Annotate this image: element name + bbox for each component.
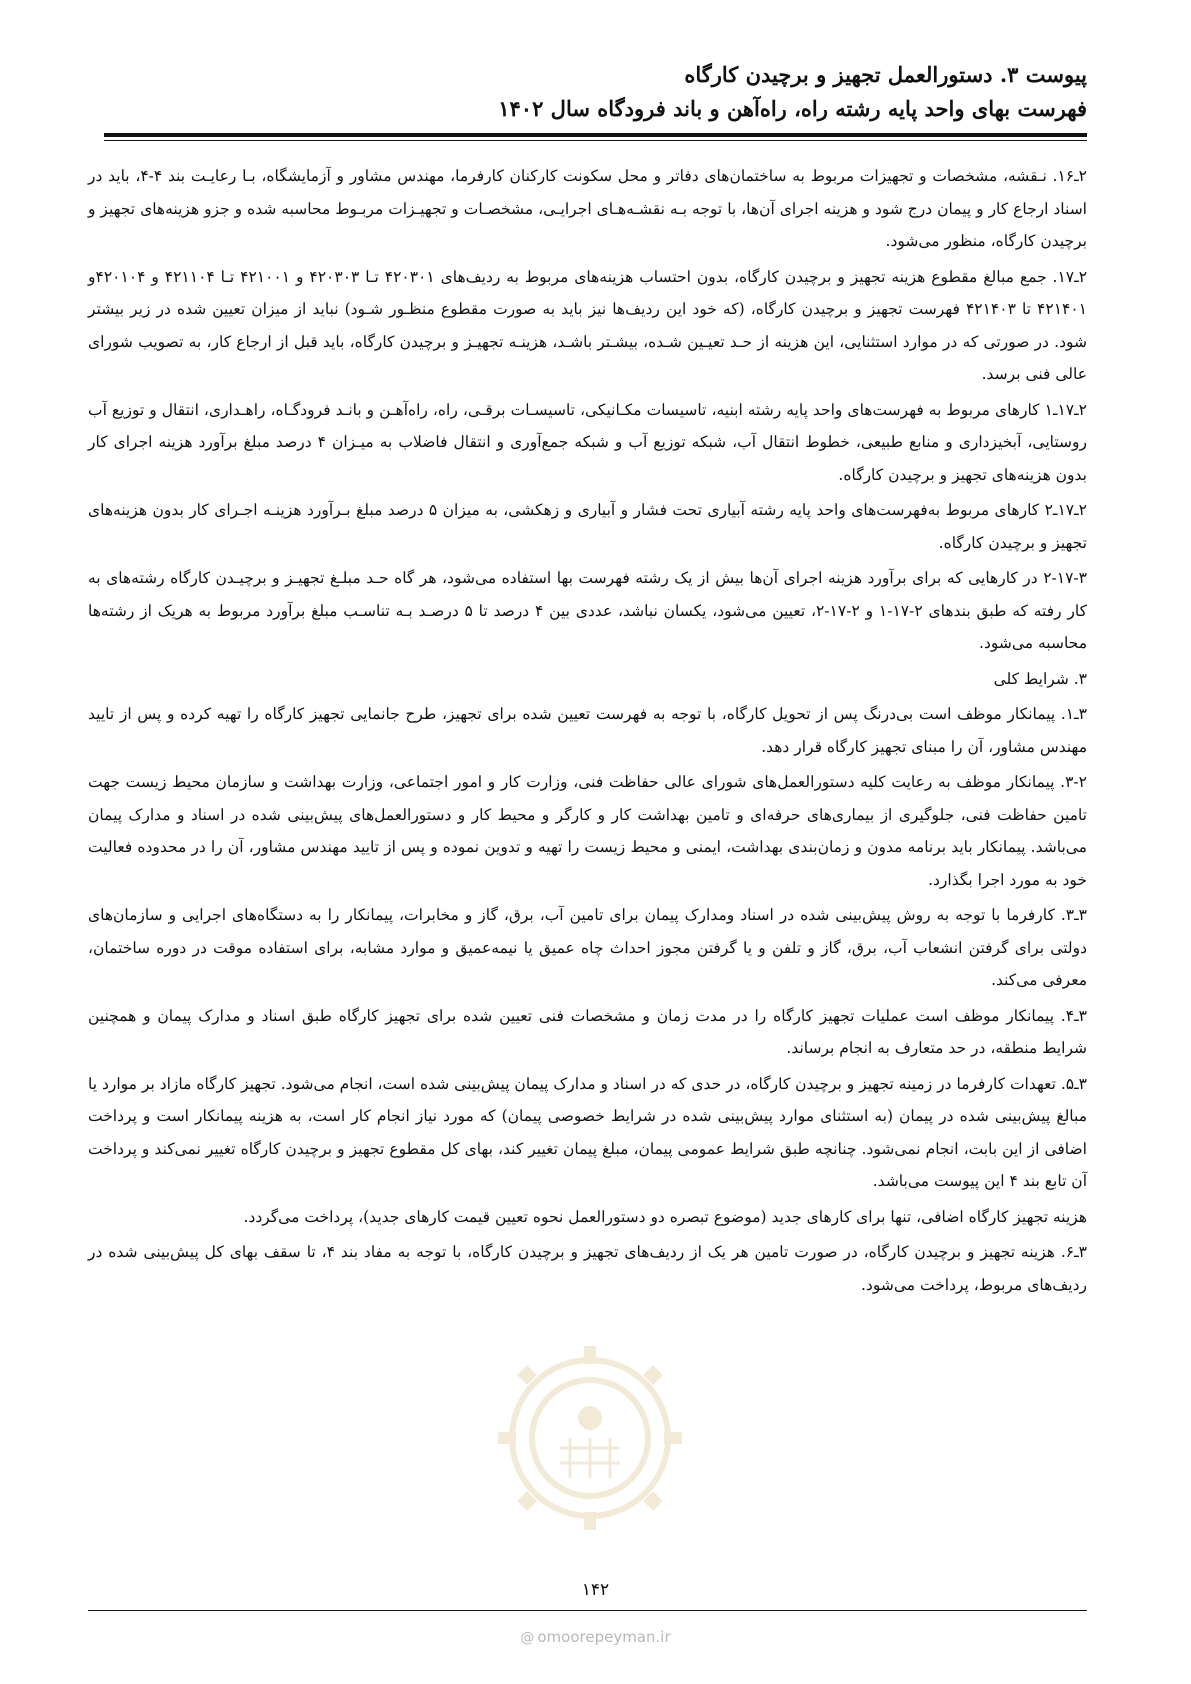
paragraph-2-17-1: ۲ـ۱۷ـ۱ کارهای مربوط به فهرست‌های واحد پایه رشته ابنیه، تاسیسات مکـانیکی، تاسیسـات برقـی، راه، راه‌آهـن و بانـد فرودگـاه، راهـداری، انتقال و توزیع آب روستایی، آبخیزداری و منابع طبیعی، خطوط انتقال آب، شبکه توزیع آب و شبکه جمع‌آوری و انتقال فاضلاب به میـزان ۴ درصد مبلغ برآورد هزینه اجرای کار بدون هزینه‌های تجهیز و برچیدن کارگاه. bbox=[88, 400, 1087, 484]
site-url: omoorepeyman.ir bbox=[537, 1628, 671, 1646]
paragraph-2-16: ۲ـ۱۶. نـقشه، مشخصات و تجهیزات مربوط به ساختمان‌های دفاتر و محل سکونت کارکنان کارفرما، مهندس مشاور و آزمایشگاه، بـا رعایـت بند ۴-۴، باید در اسناد ارجاع کار و پیمان درج شود و هزینه اجرای آن‌ها، با توجه بـه نقشـه‌هـای اجرایـی، مشخصـات و تجهیـزات مربـوط محاسبه شده و جزو هزینه‌های تجهیز و برچیدن کارگاه، منظور می‌شود. bbox=[88, 167, 1087, 250]
paragraph-3-4: ۳ـ۴. پیمانکار موظف است عملیات تجهیز کارگاه را در مدت زمان و مشخصات فنی تعیین شده برای تجهیز کارگاه طبق اسناد و مدارک پیمان و همچنین شرایط منطقه، در حد متعارف به انجام برساند. bbox=[88, 1006, 1087, 1057]
paragraph-2-17-3: ۲-۱۷-۳ در کارهایی که برای برآورد هزینه اجرای آن‌ها بیش از یک رشته فهرست بها استفاده می‌شود، هر گاه حـد مبلـغ تجهیـز و برچیـدن کارگاه رشته‌های به کار رفته که طبق بندهای ۲-۱۷-۱ و ۲-۱۷-۲، تعیین می‌شود، یکسان نباشد، عددی بین ۴ درصد تا ۵ درصـد بـه تناسـب مبلغ برآورد مربوط به هریک از رشته‌ها محاسبه می‌شود. bbox=[88, 569, 1087, 652]
footer-rule bbox=[88, 1610, 1087, 1611]
paragraph-3-3: ۳ـ۳. کارفرما با توجه به روش پیش‌بینی شده در اسناد ومدارک پیمان برای تامین آب، برق، گاز و مخابرات، پیمانکار را به دستگاه‌های اجرایی و سازمان‌های دولتی برای گرفتن انشعاب آب، برق، گاز و تلفن و یا گرفتن مجوز احداث چاه عمیق یا نیمه‌عمیق و موارد مشابه، برای استفاده موقت در دوره ساختمان، معرفی می‌کند. bbox=[88, 906, 1087, 989]
page-number: ۱۴۲ bbox=[581, 1580, 610, 1600]
paragraph-3-2: ۳-۲. پیمانکار موظف به رعایت کلیه دستورالعمل‌های شورای عالی حفاظت فنی، وزارت کار و امور اجتماعی، وزارت بهداشت و سازمان محیط زیست جهت تامین حفاظت فنی، جلوگیری از بیماری‌های حرفه‌ای و تامین بهداشت کار و کارگر و محیط کار و دستورالعمل‌های پیش‌بینی شده در اسناد و مدارک پیمان می‌باشد. پیمانکار باید برنامه مدون و زمان‌بندی بهداشت، ایمنی و محیط زیست را تهیه و تدوین نموده و پس از تایید مهندس مشاور، آن را در محدوده فعالیت خود به مورد اجرا بگذارد. bbox=[88, 773, 1087, 889]
header-rule-thick bbox=[104, 133, 1087, 137]
header-subtitle: فهرست بهای واحد پایه رشته راه، راه‌آهن و باند فرودگاه سال ۱۴۰۲ bbox=[498, 96, 1087, 121]
at-symbol: @ bbox=[520, 1630, 535, 1646]
paragraph-3-5-extra: هزینه تجهیز کارگاه اضافی، تنها برای کارهای جدید (موضوع تبصره دو دستورالعمل نحوه تعیین قیمت کارهای جدید)، پرداخت می‌گردد. bbox=[243, 1207, 1087, 1226]
paragraph-3-6: ۳ـ۶. هزینه تجهیز و برچیدن کارگاه، در صورت تامین هر یک از ردیف‌های تجهیز و برچیدن کارگاه، با توجه به مفاد بند ۴، تا سقف بهای کل پیش‌بینی شده در ردیف‌های مربوط، پرداخت می‌شود. bbox=[88, 1243, 1087, 1294]
gear-seal-icon bbox=[490, 1338, 690, 1538]
page-header bbox=[104, 58, 1087, 126]
site-watermark bbox=[0, 1628, 1191, 1646]
header-rule-thin bbox=[104, 140, 1087, 141]
paragraph-3-1: ۳ـ۱. پیمانکار موظف است بی‌درنگ پس از تحویل کارگاه، با توجه به فهرست تعیین شده برای تجهیز، طرح جانمایی تجهیز کارگاه را تهیه کرده و پس از تایید مهندس مشاور، آن را مبنای تجهیز کارگاه قرار دهد. bbox=[88, 705, 1087, 756]
paragraph-3-5: ۳ـ۵. تعهدات کارفرما در زمینه تجهیز و برچیدن کارگاه، در حدی که در اسناد و مدارک پیمان پیش‌بینی شده است، انجام می‌شود. تجهیز کارگاه مازاد بر موارد یا مبالغ پیش‌بینی شده در پیمان (به استثنای موارد پیش‌بینی شده در شرایط خصوصی پیمان) که مورد نیاز انجام کار است، به هزینه پیمانکار است و پرداخت اضافی از این بابت، انجام نمی‌شود. چنانچه طبق شرایط عمومی پیمان، مبلغ پیمان تغییر کند، بهای کل مقطوع تجهیز و برچیدن کارگاه تغییر نمی‌کند و پرداخت آن تابع بند ۴ این پیوست می‌باشد. bbox=[88, 1074, 1087, 1190]
section-heading-general-conditions: ۳. شرایط کلی bbox=[993, 669, 1087, 688]
document-body bbox=[88, 160, 1087, 1304]
header-title: پیوست ۳. دستورالعمل تجهیز و برچیدن کارگاه bbox=[684, 62, 1087, 87]
paragraph-2-17: ۲ـ۱۷. جمع مبالغ مقطوع هزینه تجهیز و برچیدن کارگاه، بدون احتساب هزینه‌های مربوط به ردیف‌های ۴۲۰۳۰۱ تـا ۴۲۰۳۰۳ و ۴۲۱۰۰۱ تـا ۴۲۱۱۰۴ و ۴۲۰۱۰۴و ۴۲۱۴۰۱ تا ۴۲۱۴۰۳ فهرست تجهیز و برچیدن کارگاه، (که خود این ردیف‌ها نیز باید به صورت مقطوع منظـور شـود) نباید از میزان تعیین شده در زیر بیشتر شود. در صورتی که در موارد استثنایی، این هزینه از حـد تعیـین شـده، بیشـتر باشـد، هزینـه تجهیـز و برچیدن کارگاه، باید قبل از ارجاع کار، به تصویب شورای عالی فنی برسد. bbox=[88, 267, 1088, 383]
paragraph-2-17-2: ۲ـ۱۷ـ۲ کارهای مربوط به‌فهرست‌های واحد پایه رشته آبیاری تحت فشار و آبیاری و زهکشی، به میزان ۵ درصد مبلغ بـرآورد هزینـه اجـرای کار بدون هزینه‌های تجهیز و برچیدن کارگاه. bbox=[88, 501, 1087, 552]
